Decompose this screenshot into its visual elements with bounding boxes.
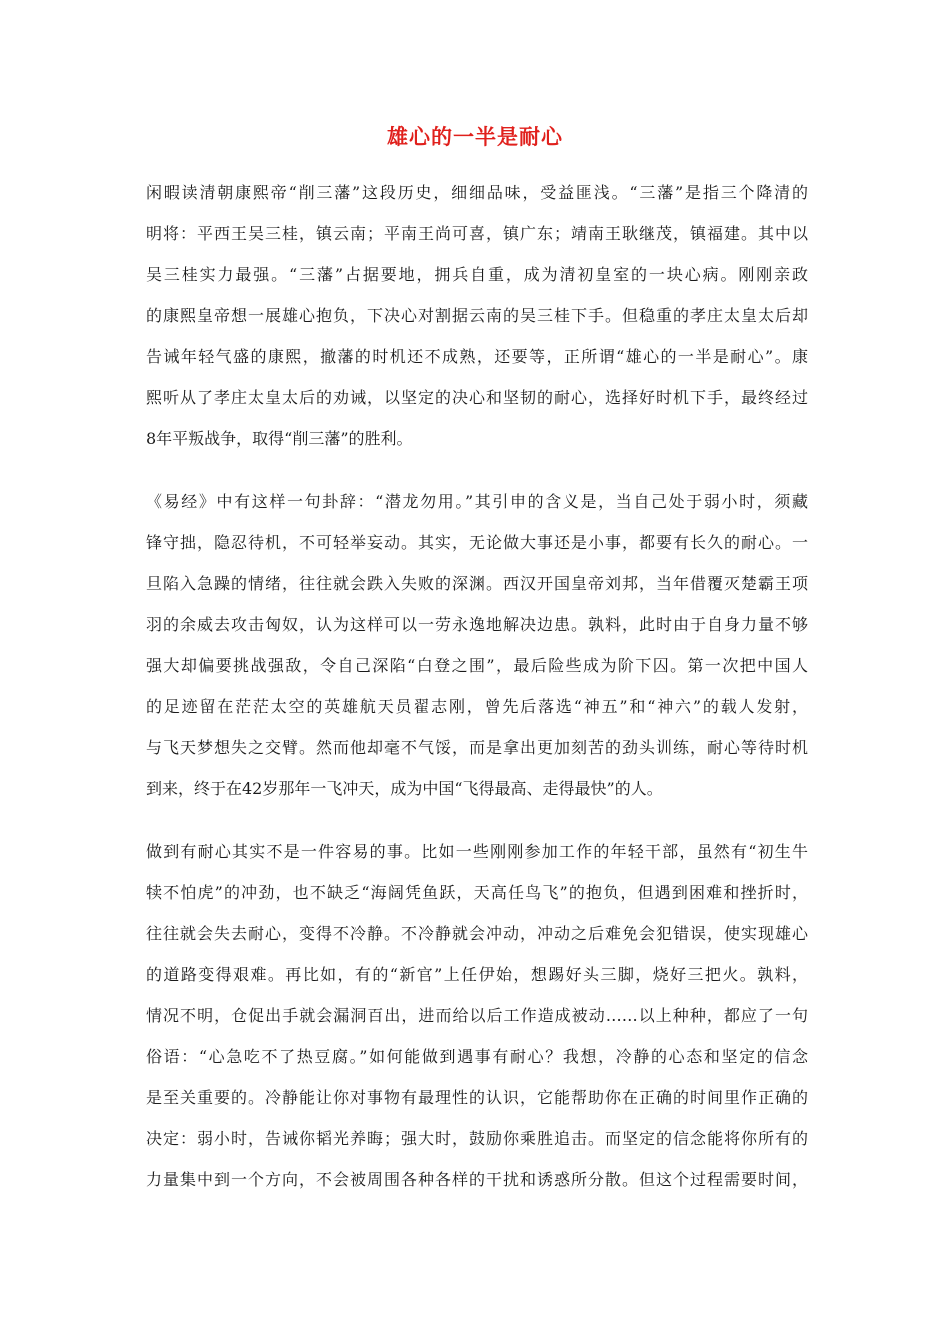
text-line: 8年平叛战争，取得“削三藩”的胜利。	[146, 429, 413, 448]
text-line: 旦陷入急躁的情绪，往往就会跌入失败的深渊。西汉开国皇帝刘邦，当年借覆灭楚霸王项	[146, 574, 808, 593]
article-body	[146, 172, 808, 1200]
article-title: 雄心的一半是耐心	[387, 125, 563, 149]
text-line: 与飞天梦想失之交臂。然而他却毫不气馁，而是拿出更加刻苦的劲头训练，耐心等待时机	[146, 738, 808, 757]
text-line: 强大却偏要挑战强敌，令自己深陷“白登之围”，最后险些成为阶下囚。第一次把中国人	[146, 656, 808, 675]
text-line: 俗语：“心急吃不了热豆腐。”如何能做到遇事有耐心？我想，冷静的心态和坚定的信念	[146, 1047, 808, 1066]
paragraph-3	[146, 831, 808, 1200]
text-line: 是至关重要的。冷静能让你对事物有最理性的认识，它能帮助你在正确的时间里作正确的	[146, 1088, 808, 1107]
text-line: 告诫年轻气盛的康熙，撤藩的时机还不成熟，还要等，正所谓“雄心的一半是耐心”。康	[146, 347, 808, 366]
paragraph-gap	[146, 809, 808, 831]
text-line: 决定：弱小时，告诫你韬光养晦；强大时，鼓励你乘胜追击。而坚定的信念能将你所有的	[146, 1129, 808, 1148]
text-line: 锋守拙，隐忍待机，不可轻举妄动。其实，无论做大事还是小事，都要有长久的耐心。一	[146, 533, 808, 552]
text-line: 往往就会失去耐心，变得不冷静。不冷静就会冲动，冲动之后难免会犯错误，使实现雄心	[146, 924, 808, 943]
text-line: 的康熙皇帝想一展雄心抱负，下决心对割据云南的吴三桂下手。但稳重的孝庄太皇太后却	[146, 306, 808, 325]
text-line: 羽的余威去攻击匈奴，认为这样可以一劳永逸地解决边患。孰料，此时由于自身力量不够	[146, 615, 808, 634]
text-line: 明将：平西王吴三桂，镇云南；平南王尚可喜，镇广东；靖南王耿继茂，镇福建。其中以	[146, 224, 808, 243]
text-line: 到来，终于在42岁那年一飞冲天，成为中国“飞得最高、走得最快”的人。	[146, 779, 663, 798]
text-line: 熙听从了孝庄太皇太后的劝诫，以坚定的决心和坚韧的耐心，选择好时机下手，最终经过	[146, 388, 808, 407]
text-line: 《易经》中有这样一句卦辞：“潜龙勿用。”其引申的含义是，当自己处于弱小时，须藏	[146, 492, 808, 511]
text-line: 吴三桂实力最强。“三藩”占据要地，拥兵自重，成为清初皇室的一块心病。刚刚亲政	[146, 265, 808, 284]
text-line: 的足迹留在茫茫太空的英雄航天员翟志刚，曾先后落选“神五”和“神六”的载人发射，	[146, 697, 808, 716]
text-line: 做到有耐心其实不是一件容易的事。比如一些刚刚参加工作的年轻干部，虽然有“初生牛	[146, 842, 808, 861]
text-line: 犊不怕虎”的冲劲，也不缺乏“海阔凭鱼跃，天高任鸟飞”的抱负，但遇到困难和挫折时，	[146, 883, 808, 902]
paragraph-2	[146, 481, 808, 809]
text-line: 闲暇读清朝康熙帝“削三藩”这段历史，细细品味，受益匪浅。“三藩”是指三个降清的	[146, 183, 808, 202]
text-line: 的道路变得艰难。再比如，有的“新官”上任伊始，想踢好头三脚，烧好三把火。孰料，	[146, 965, 808, 984]
paragraph-gap	[146, 459, 808, 481]
text-line: 力量集中到一个方向，不会被周围各种各样的干扰和诱惑所分散。但这个过程需要时间，	[146, 1170, 808, 1189]
text-line: 情况不明，仓促出手就会漏洞百出，进而给以后工作造成被动……以上种种，都应了一句	[146, 1006, 808, 1025]
paragraph-1	[146, 172, 808, 459]
